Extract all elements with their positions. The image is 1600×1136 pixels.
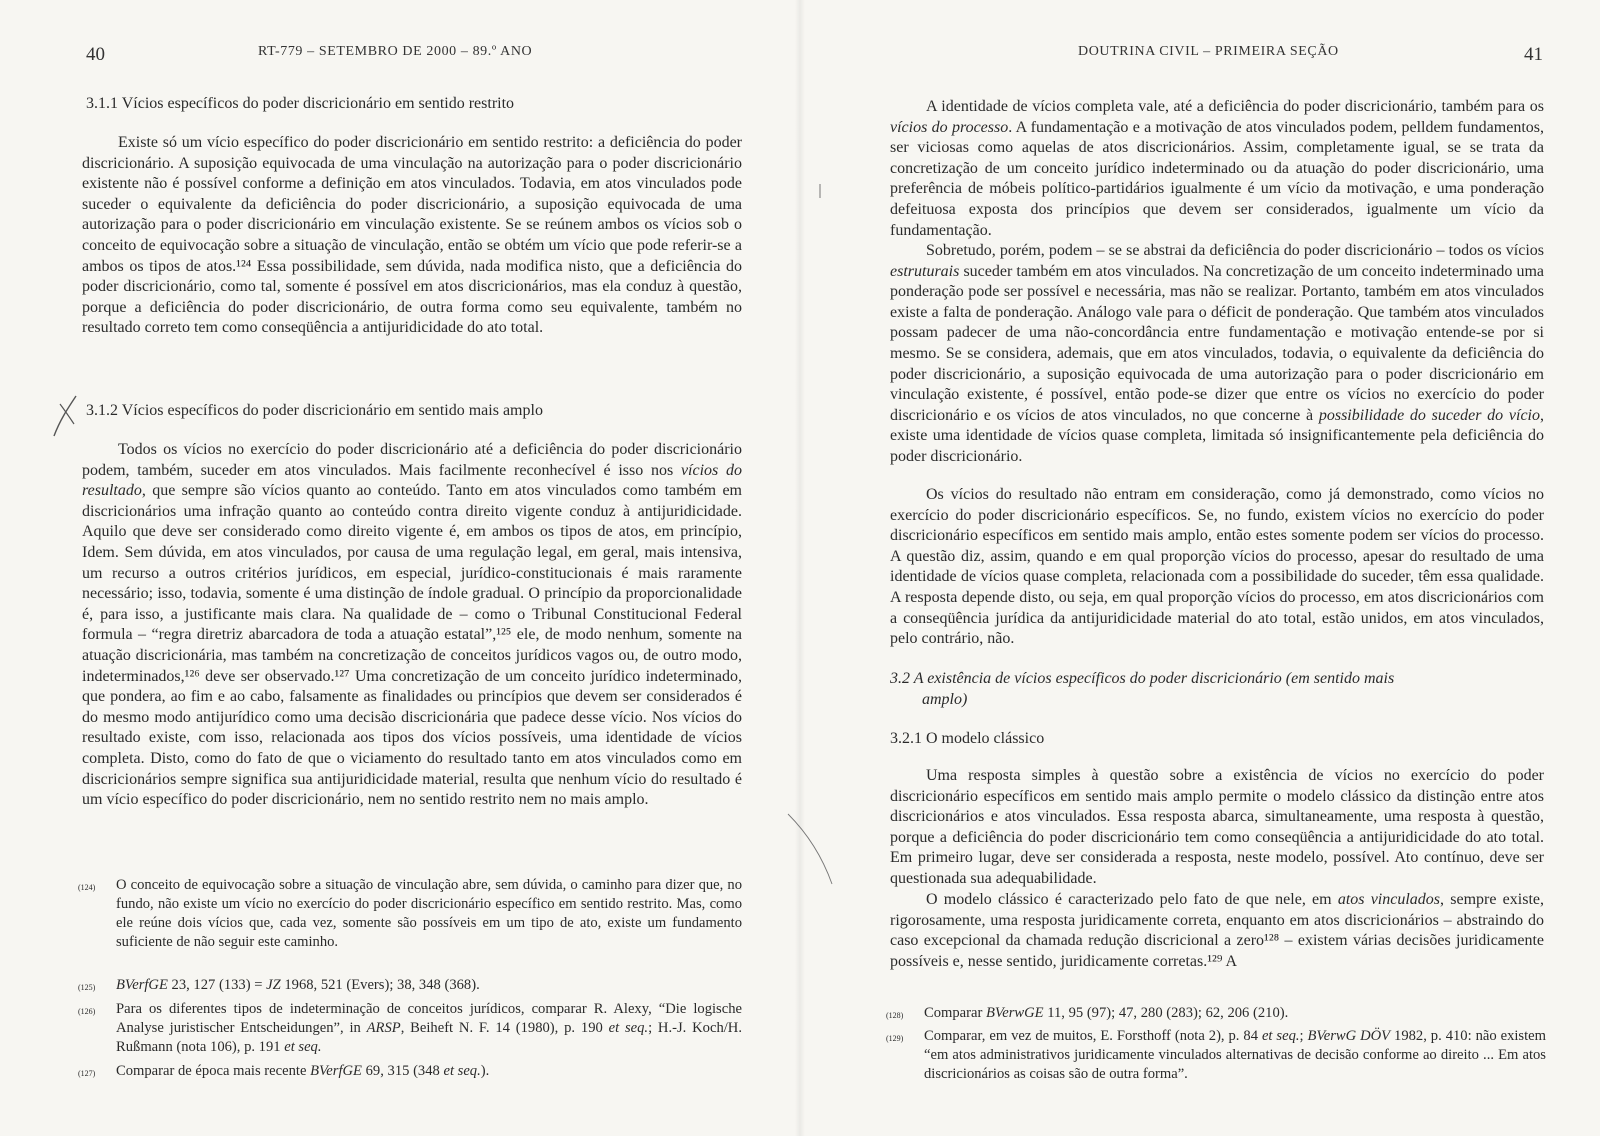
text-run-italic: BVerwG DÖV: [1307, 1028, 1391, 1044]
text-run: Comparar, em vez de muitos, E. Forsthoff (nota 2), p. 84: [924, 1028, 1262, 1044]
text-run: . A fundamentação e a motivação de atos vinculados podem, pelldem fundamentos, ser viciosas como aquelas de atos discricionários. Assim, completamente igual, se se trata da concretização de um conceito jurídico indeterminado ou da atuação do poder discricionário, uma preferência de móbeis político-partidários igualmente é um vício da motivação, e uma ponderação defeituosa exposta dos princípios que devem ser considerados, igualmente um vício da fundamentação.: [890, 118, 1545, 239]
text-run-italic: et seq.: [1261, 1028, 1300, 1044]
text-run-italic: BVerfGE: [310, 1063, 362, 1079]
footnote-marker: (129): [886, 1034, 904, 1043]
text-run: Sobretudo, porém, podem – se se abstrai da deficiência do poder discricionário – todos os vícios: [926, 242, 1544, 259]
footnote-marker: (124): [78, 883, 96, 892]
section-heading-3-2: [890, 668, 1394, 710]
section-3-2-1-paragraph-1: Uma resposta simples à questão sobre a existência de vícios no exercício do poder discricionário específicos em sentido mais amplo permite o modelo clássico da distinção entre atos discricionários e atos vinculados. Essa resposta abarca, simultaneamente, uma resposta à questão, porque a deficiência do poder discricionário tem como conseqüência a antijuridicidade do ato total. Em primeiro lugar, deve ser considerada a resposta, neste modelo, possível. Ato contínuo, deve ser questionada sua adequabilidade.: [890, 767, 1544, 887]
text-run: 69, 315 (348: [361, 1063, 444, 1079]
text-run-italic: vícios do processo: [890, 118, 1009, 136]
section-heading-3-2-1: 3.2.1 O modelo clássico: [890, 730, 1045, 747]
text-run: , Beiheft N. F. 14 (1980), p. 190: [400, 1020, 609, 1036]
section-heading-3-1-1: 3.1.1 Vícios específicos do poder discricionário em sentido restrito: [86, 95, 515, 112]
footnote-text: [924, 1004, 1546, 1023]
text-run-italic: et seq.: [284, 1039, 322, 1055]
text-run: A identidade de vícios completa vale, até a deficiência do poder discricionário, também para os: [926, 98, 1544, 115]
text-run: Comparar: [924, 1005, 987, 1021]
text-run: 1968, 521 (Evers); 38, 348 (368).: [280, 977, 480, 993]
text-run-italic: et seq.: [443, 1063, 481, 1079]
handwritten-check-mark: [50, 394, 84, 438]
right-page: [800, 0, 1600, 1136]
text-run: suceder também em atos vinculados. Na concretização de um conceito indeterminado uma ponderação pode ser possível e necessária, mas não se realizar. Portanto, também em atos vinculados existe a falta de ponderação. Análogo vale para o déficit de ponderação. Que também atos vinculados possam padecer de uma não-concordância entre fundamentação e motivação entende-se por si mesmo. Se se considera, ademais, que em atos vinculados, todavia, o equivalente da deficiência do poder discricionário, a suposição equivocada de uma autorização para o poder discricionário em vinculação existente, é possível, então pode-se dizer que entre os vícios no exercício do poder discricionário e os vícios de atos vinculados, no que concerne à: [890, 262, 1544, 424]
text-run-italic: possibilidade do suceder do vício: [1318, 406, 1541, 424]
right-paragraph-1: [890, 97, 1544, 241]
footnote-text: [116, 976, 742, 995]
text-run-italic: atos vinculados: [1337, 891, 1441, 908]
text-run: Para os diferentes tipos de indeterminação de conceitos jurídicos, comparar R. Alexy, “Die logische Analyse juristischer Entscheidungen”, in: [116, 1001, 742, 1036]
footnote-marker: (126): [78, 1007, 96, 1016]
text-run: , existe uma identidade de vícios quase completa, limitada só insignificantemente pela deficiência do poder discricionário.: [890, 406, 1545, 465]
section-3-1-1-paragraph: Existe só um vício específico do poder discricionário em sentido restrito: a deficiência do poder discricionário. A suposição equivocada de uma vinculação na autorização para o poder discricionário existente não é possível conforme a definição em atos vinculados. Todavia, em atos vinculados pode suceder o equivalente da deficiência do poder discricionário, a suposição equivocada de uma autorização para o poder discricionário em vinculação existente. Se se reúnem ambos os vícios sob o conceito de equivocação sobre a situação de vinculação, então se obtém um vício que pode referir-se a ambos os tipos de atos.¹²⁴ Essa possibilidade, sem dúvida, nada modifica nisto, que a deficiência do poder discricionário, como tal, somente é possível em atos discricionários, mas ela conduz à questão, porque a deficiência do poder discricionário, de outra forma como seu equivalente, também no resultado correto tem como conseqüência a antijuridicidade do ato total.: [82, 134, 742, 337]
heading-line: amplo): [922, 691, 968, 708]
text-run: ; H.-J. Koch/H. Rußmann (nota 106), p. 191: [116, 1020, 742, 1055]
section-heading-3-1-2: 3.1.2 Vícios específicos do poder discricionário em sentido mais amplo: [86, 402, 543, 419]
text-run: 1982, p. 410: não existem “em atos administrativos juridicamente vinculados alternativas de decisão conforme ao direito ... Em atos discricionários as coisas são de outra forma”.: [924, 1028, 1546, 1082]
text-run: , sempre existe, rigorosamente, uma resposta juridicamente correta, enquanto em atos discricionários – abstraindo do caso excepcional da chamada redução discricional a zero¹²⁸ – existem várias decisões juridicamente possíveis e, nesse sentido, juridicamente corretas.¹²⁹ A: [890, 891, 1544, 970]
footnote-text: [924, 1027, 1546, 1084]
section-3-1-2-paragraph: [82, 440, 742, 811]
right-paragraph-3: Os vícios do resultado não entram em consideração, como já demonstrado, como vícios no exercício do poder discricionário específicos. Se, no fundo, existem vícios no exercício do poder discricionário específicos em sentido mais amplo, então estes somente podem ser vícios do processo. A questão diz, assim, quando e em qual proporção vícios do processo, apesar do resultado de uma identidade de vícios quase completa, relacionada com a possibilidade do suceder, têm essa qualidade. A resposta depende disto, ou seja, em qual proporção vícios do processo, em atos discricionários com a conseqüência jurídica da antijuridicidade material do ato total, estão unidos, em atos vinculados, pelo contrário, não.: [890, 486, 1544, 648]
text-run-italic: et seq.: [608, 1020, 649, 1036]
text-run-italic: ARSP: [366, 1020, 401, 1036]
text-run-italic: BVerwGE: [986, 1005, 1044, 1021]
footnote-marker: (125): [78, 983, 96, 992]
footnote-marker: (128): [886, 1011, 904, 1020]
footnote-marker: (127): [78, 1069, 96, 1078]
text-run: Comparar de época mais recente: [116, 1063, 311, 1079]
running-header-right: DOUTRINA CIVIL – PRIMEIRA SEÇÃO: [1078, 44, 1339, 59]
footnote-text: [116, 1000, 742, 1057]
heading-line: 3.2 A existência de vícios específicos do poder discricionário (em sentido mais: [890, 670, 1395, 687]
text-run-italic: JZ: [266, 977, 281, 993]
text-run-italic: estruturais: [890, 262, 960, 280]
page-number-left: 40: [86, 44, 105, 65]
right-paragraph-2: [890, 241, 1544, 468]
page-number-right: 41: [1524, 44, 1543, 65]
text-run: 11, 95 (97); 47, 280 (283); 62, 206 (210).: [1043, 1005, 1289, 1021]
footnote-text: [116, 1062, 742, 1081]
text-run-italic: BVerfGE: [116, 977, 168, 993]
footnote-text: O conceito de equivocação sobre a situação de vinculação abre, sem dúvida, o caminho para dizer que, no fundo, não existe um vício no exercício do poder discricionário específico em sentido restrito. Mas, como ele reúne dois vícios que, cada vez, somente são possíveis em um tipo de ato, existe um fundamento suficiente de não seguir este caminho.: [116, 877, 742, 950]
text-run: 23, 127 (133) =: [167, 977, 267, 993]
text-run: , que sempre são vícios quanto ao conteúdo. Tanto em atos vinculados como também em discricionários uma infração quanto ao conteúdo contra direito vigente conduz à antijuridicidade. Aquilo que deve ser considerado como direito vigente é, em ambos os tipos de atos, em princípio, Idem. Sem dúvida, em atos vinculados, por causa de uma regulação legal, em geral, mais intensiva, um recurso a outros critérios jurídicos, em especial, jurídico-constitucionais é mais raramente necessário; isso, todavia, somente é uma distinção de índole gradual. O princípio da proporcionalidade é, para isso, a justificante mais clara. Na qualidade de – como o Tribunal Constitucional Federal formula – “regra diretriz abarcadora de toda a atuação estatal”,¹²⁵ ele, de modo nenhum, somente na atuação discricionária, mas também na concretização de conceitos jurídicos vagos ou, de outro modo, indeterminados,¹²⁶ deve ser observado.¹²⁷ Uma concretização de um conceito jurídico indeterminado, que pondera, ao fim e ao cabo, falsamente as finalidades ou princípios que devem ser considerados é do mesmo modo antijurídico como uma decisão discricionária que padece desse vício. Nos vícios do resultado existe, com isso, relacionada aos tipos dos vícios possíveis, uma identidade de vícios completa. Disto, como do fato de que o viciamento do resultado tanto em atos vinculados como em discricionários sempre significa sua antijuridicidade material, resulta que nenhum vício do resultado é um vício específico do poder discricionário, nem no sentido restrito nem no mais amplo.: [82, 482, 742, 809]
text-run: O modelo clássico é caracterizado pelo fato de que nele, em: [926, 891, 1338, 908]
running-header-left: RT-779 – SETEMBRO DE 2000 – 89.º ANO: [258, 44, 533, 59]
text-run: Todos os vícios no exercício do poder discricionário até a deficiência do poder discricionário podem, também, suceder em atos vinculados. Mais facilmente reconhecível é isso nos: [82, 441, 742, 479]
text-run: ;: [1299, 1028, 1308, 1044]
text-run-italic: vícios do resultado: [82, 461, 742, 500]
section-3-2-1-paragraph-2: [890, 890, 1544, 972]
text-run: ).: [480, 1063, 490, 1079]
